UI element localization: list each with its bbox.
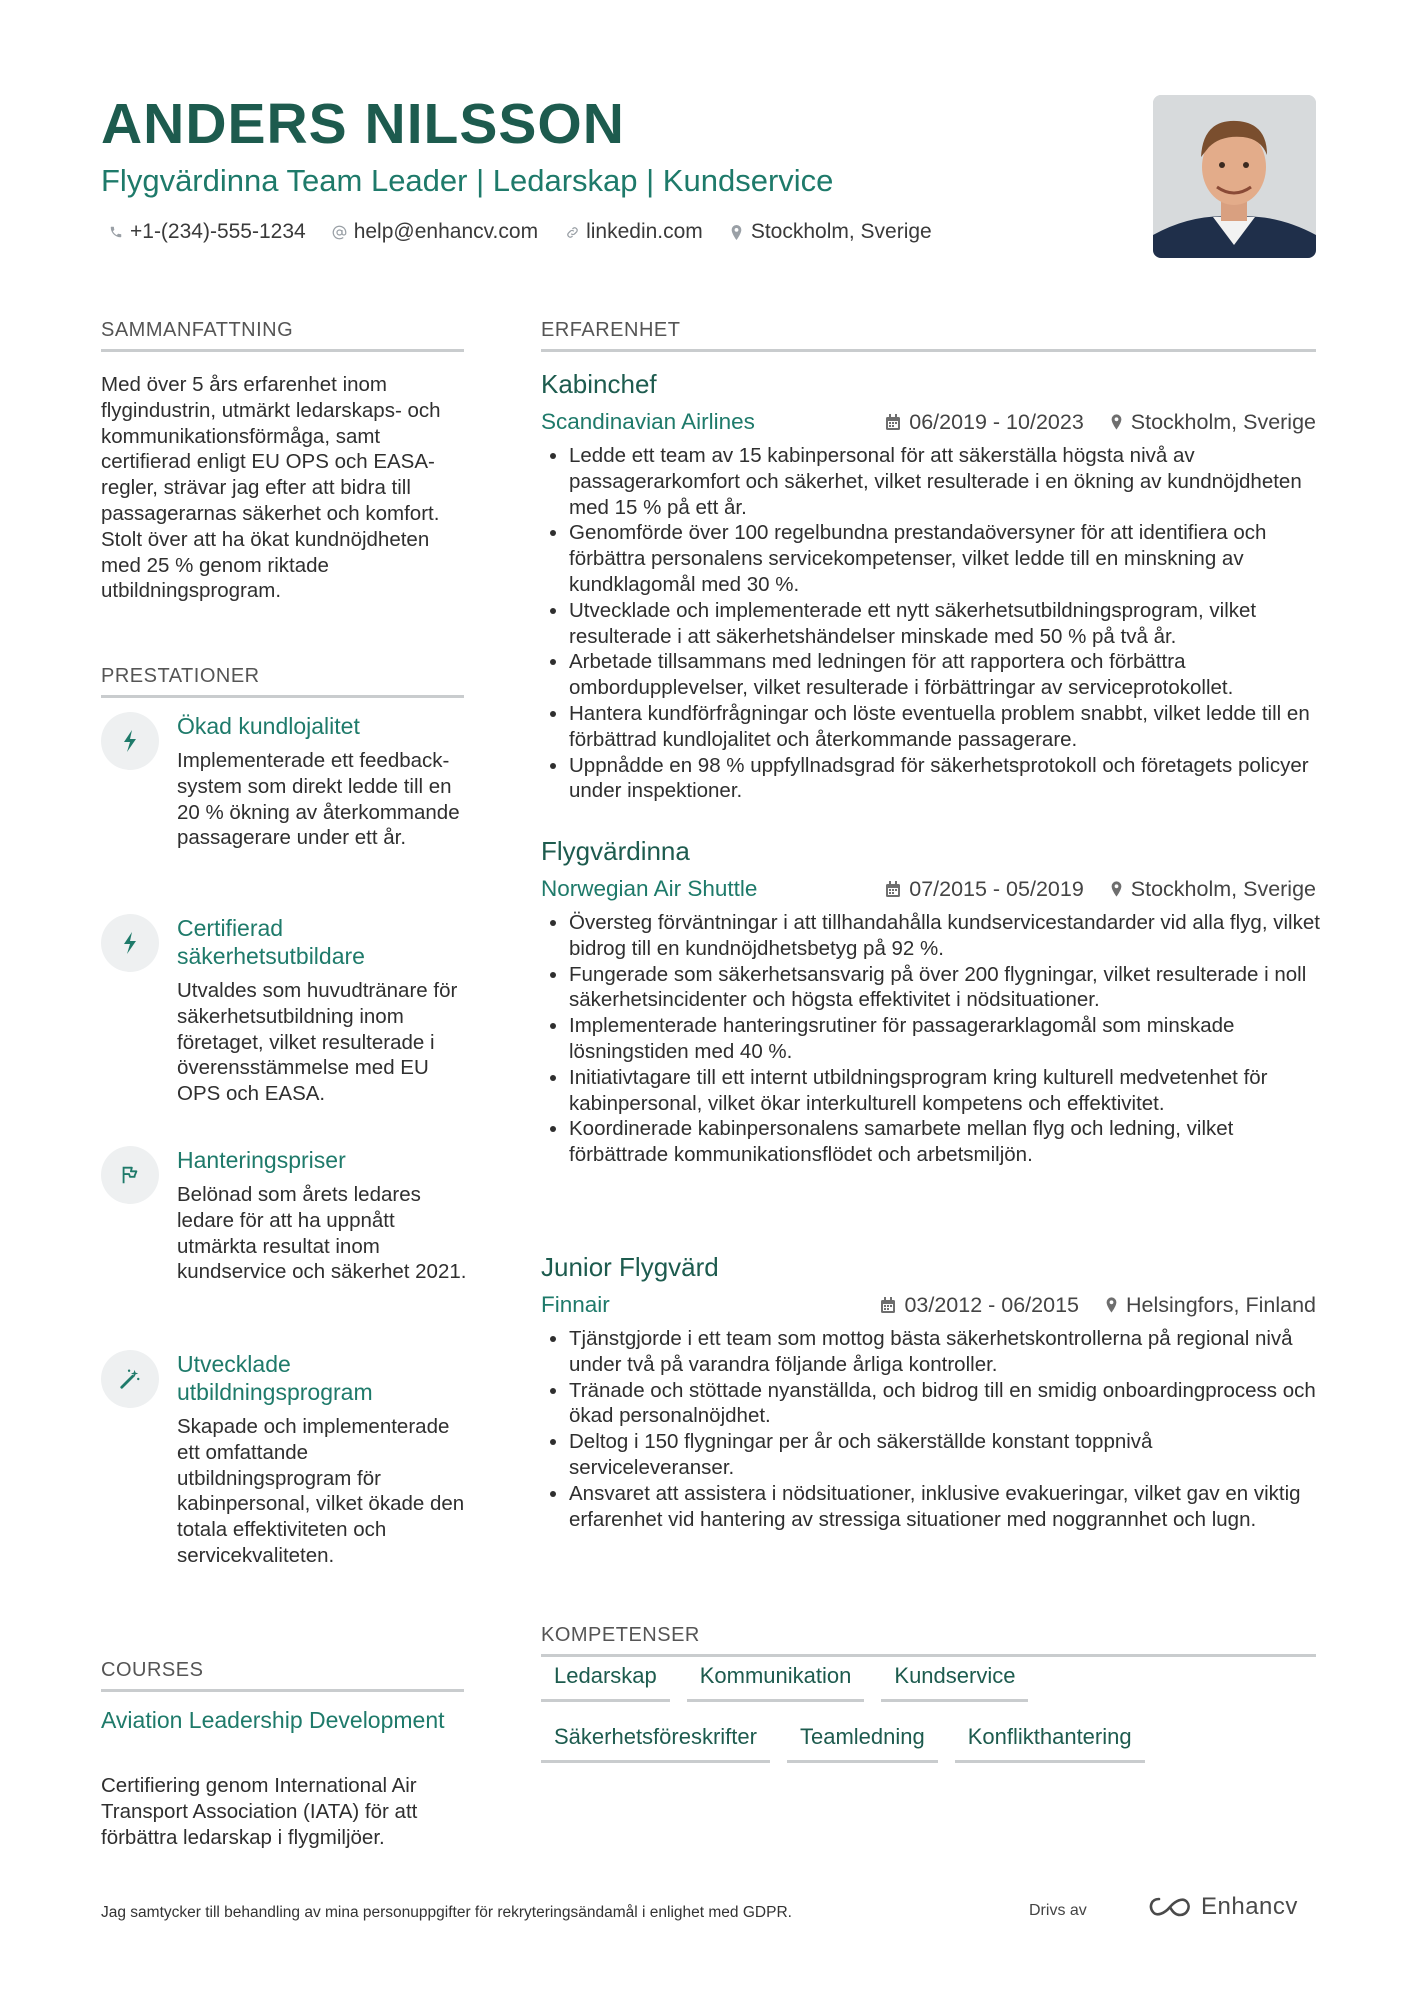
achievement-description: Implementerade ett feedback-system som direkt ledde till en 20 % ökning av återkommande passagerare under ett år. bbox=[177, 749, 460, 850]
job-dates bbox=[880, 1291, 1079, 1319]
list-item: Ledde ett team av 15 kabinpersonal för att säkerställa högsta nivå av passagerarkomfort och säkerhet, vilket resulterade i en ökning av kundnöjdheten med 15 % på ett år. bbox=[545, 443, 1320, 520]
job-location-text: Helsingfors, Finland bbox=[1125, 1293, 1316, 1317]
job-dates bbox=[885, 408, 1084, 436]
flag-icon bbox=[101, 1146, 159, 1204]
list-item: Utvecklade och implementerade ett nytt säkerhetsutbildningsprogram, vilket resulterade i att säkerhetshändelser minskade med 50 % på två år. bbox=[545, 598, 1320, 650]
skills-row bbox=[541, 1658, 1316, 1702]
location-pin-icon bbox=[1110, 881, 1123, 897]
phone-icon bbox=[108, 224, 124, 240]
at-icon bbox=[332, 224, 348, 240]
powered-by-label: Drivs av bbox=[1029, 1902, 1087, 1919]
enhancv-logo[interactable] bbox=[1147, 1893, 1298, 1921]
list-item: Översteg förväntningar i att tillhandahålla kundservicestandarder vid alla flyg, vilket bidrog till en kundnöjdhetsbetyg på 92 %. bbox=[545, 910, 1320, 962]
link-icon bbox=[564, 224, 580, 240]
skill-tag: Ledarskap bbox=[541, 1658, 670, 1702]
list-item: Genomförde över 100 regelbundna prestandaöversyner för att identifiera och förbättra personalens servicekompetenser, vilket ledde till en minskning av kundklagomål med 30 %. bbox=[545, 520, 1320, 597]
job-company: Finnair bbox=[541, 1292, 610, 1317]
location-pin-icon bbox=[1105, 1297, 1118, 1313]
job-title: Flygvärdinna bbox=[541, 836, 690, 866]
achievement-description: Utvaldes som huvudtränare för säkerhetsutbildning inom företaget, vilket resulterade i överensstämmelse med EU OPS och EASA. bbox=[177, 979, 458, 1106]
list-item: Initiativtagare till ett internt utbildningsprogram kring kulturell medvetenhet för kabinpersonal, vilket ökar interkulturell kompetens och effektivitet. bbox=[545, 1065, 1320, 1117]
list-item: Implementerade hanteringsrutiner för passagerarklagomål som minskade lösningstiden med 40 %. bbox=[545, 1013, 1320, 1065]
job-location bbox=[1105, 1291, 1316, 1319]
contact-phone[interactable] bbox=[108, 220, 306, 244]
list-item: Hantera kundförfrågningar och löste eventuella problem snabbt, vilket ledde till en förbättrad kundlojalitet och återkommande passagerare. bbox=[545, 701, 1320, 753]
location-pin-icon bbox=[1110, 414, 1123, 430]
contact-email-text: help@enhancv.com bbox=[353, 220, 539, 243]
summary-text: Med över 5 års erfarenhet inom flygindustrin, utmärkt ledarskaps- och kommunikationsförmåga, samt certifierad enligt EU OPS och EASA-regler, strävar jag efter att bidra till passagerarnas säkerhet och komfort. Stolt över att ha ökat kundnöjdheten med 25 % genom riktade utbildningsprogram. bbox=[101, 373, 441, 603]
skill-tag: Kommunikation bbox=[687, 1658, 865, 1702]
location-pin-icon bbox=[729, 224, 745, 240]
calendar-icon bbox=[880, 1297, 896, 1314]
profile-photo bbox=[1153, 95, 1316, 258]
job-bullets bbox=[545, 443, 1320, 804]
course-description: Certifiering genom International Air Transport Association (IATA) för att förbättra ledarskap i flygmiljöer. bbox=[101, 1774, 418, 1849]
job-bullets bbox=[545, 1326, 1320, 1532]
course-title: Aviation Leadership Development bbox=[101, 1707, 445, 1733]
contact-bar bbox=[108, 220, 932, 244]
summary-heading: SAMMANFATTNING bbox=[101, 318, 464, 352]
job-location bbox=[1110, 875, 1316, 903]
list-item: Fungerade som säkerhetsansvarig på över 200 flygningar, vilket resulterade i noll säkerhetsincidenter och högsta effektivitet i nödsituationer. bbox=[545, 962, 1320, 1014]
brand-name: Enhancv bbox=[1201, 1893, 1298, 1920]
achievements-heading: PRESTATIONER bbox=[101, 664, 464, 698]
list-item: Uppnådde en 98 % uppfyllnadsgrad för säkerhetsprotokoll och företagets policyer under inspektioner. bbox=[545, 753, 1320, 805]
calendar-icon bbox=[885, 414, 901, 431]
skill-tag: Kundservice bbox=[881, 1658, 1028, 1702]
contact-email[interactable] bbox=[332, 220, 538, 244]
job-location-text: Stockholm, Sverige bbox=[1130, 410, 1316, 434]
magic-wand-icon bbox=[101, 1350, 159, 1408]
list-item: Ansvaret att assistera i nödsituationer, inklusive evakueringar, vilket gav en viktig erfarenhet vid hantering av stressiga situationer med noggrannhet och lugn. bbox=[545, 1481, 1320, 1533]
skills-list bbox=[541, 1658, 1316, 1780]
list-item: Tränade och stöttade nyanställda, och bidrog till en smidig onboardingprocess och ökad personalnöjdhet. bbox=[545, 1378, 1320, 1430]
skill-tag: Konflikthantering bbox=[955, 1719, 1145, 1763]
job-dates-text: 03/2012 - 06/2015 bbox=[904, 1293, 1079, 1317]
calendar-icon bbox=[885, 881, 901, 898]
job-meta bbox=[885, 875, 1316, 903]
job-company: Norwegian Air Shuttle bbox=[541, 876, 758, 901]
job-title: Kabinchef bbox=[541, 369, 657, 399]
contact-location-text: Stockholm, Sverige bbox=[750, 220, 932, 243]
experience-heading: ERFARENHET bbox=[541, 318, 1316, 352]
job-dates-text: 07/2015 - 05/2019 bbox=[909, 877, 1084, 901]
achievement-title: Hanteringspriser bbox=[177, 1147, 346, 1173]
achievement-title: Ökad kundlojalitet bbox=[177, 713, 360, 739]
achievement-title: Certifierad säkerhetsutbildare bbox=[177, 915, 365, 969]
job-location-text: Stockholm, Sverige bbox=[1130, 877, 1316, 901]
achievement-description: Skapade och implementerade ett omfattande utbildningsprogram för kabinpersonal, vilket ökade den totala effektiviteten och servicekvaliteten. bbox=[177, 1415, 465, 1567]
skill-tag: Teamledning bbox=[787, 1719, 938, 1763]
candidate-headline: Flygvärdinna Team Leader | Ledarskap | Kundservice bbox=[101, 163, 834, 198]
list-item: Arbetade tillsammans med ledningen för att rapportera och förbättra ombordupplevelser, vilket resulterade i förbättringar av serviceprotokollet. bbox=[545, 649, 1320, 701]
list-item: Deltog i 150 flygningar per år och säkerställde konstant toppnivå serviceleveranser. bbox=[545, 1429, 1320, 1481]
skill-tag: Säkerhetsföreskrifter bbox=[541, 1719, 770, 1763]
skills-heading: KOMPETENSER bbox=[541, 1623, 1316, 1657]
job-dates-text: 06/2019 - 10/2023 bbox=[909, 410, 1084, 434]
job-meta bbox=[885, 408, 1316, 436]
job-bullets bbox=[545, 910, 1320, 1168]
job-meta bbox=[880, 1291, 1316, 1319]
bolt-icon bbox=[101, 712, 159, 770]
achievement-description: Belönad som årets ledares ledare för att ha uppnått utmärkta resultat inom kundservice och säkerhet 2021. bbox=[177, 1183, 467, 1284]
job-title: Junior Flygvärd bbox=[541, 1252, 719, 1282]
contact-phone-text: +1-(234)-555-1234 bbox=[130, 220, 306, 243]
contact-linkedin-text: linkedin.com bbox=[586, 220, 703, 243]
job-company: Scandinavian Airlines bbox=[541, 409, 755, 434]
job-dates bbox=[885, 875, 1084, 903]
list-item: Tjänstgjorde i ett team som mottog bästa säkerhetskontrollerna på regional nivå under två på varandra följande årliga kontroller. bbox=[545, 1326, 1320, 1378]
skills-row bbox=[541, 1719, 1316, 1763]
list-item: Koordinerade kabinpersonalens samarbete mellan flyg och ledning, vilket förbättrade kommunikationsflödet och arbetsmiljön. bbox=[545, 1116, 1320, 1168]
gdpr-consent: Jag samtycker till behandling av mina personuppgifter för rekryteringsändamål i enlighet med GDPR. bbox=[101, 1904, 792, 1921]
bolt-icon bbox=[101, 914, 159, 972]
enhancv-logo-icon bbox=[1147, 1895, 1193, 1919]
job-location bbox=[1110, 408, 1316, 436]
candidate-name: ANDERS NILSSON bbox=[101, 92, 625, 156]
courses-heading: COURSES bbox=[101, 1658, 464, 1692]
contact-linkedin[interactable] bbox=[564, 220, 703, 244]
contact-location bbox=[729, 220, 932, 244]
achievement-title: Utvecklade utbildningsprogram bbox=[177, 1351, 373, 1405]
